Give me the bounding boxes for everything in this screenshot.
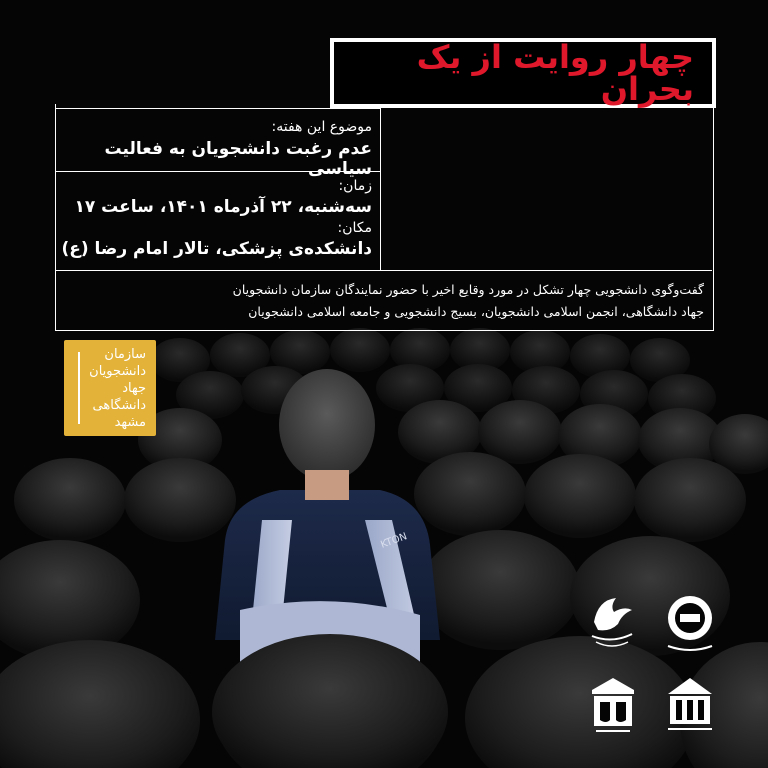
description-line-1: گفت‌وگوی دانشجویی چهار تشکل در مورد وقایع اخیر با حضور نمایندگان سازمان دانشجویان [232,282,704,297]
logo-line-1: سازمان [104,347,146,362]
topic-box [55,108,381,179]
logo-line-3: جهاد [122,381,146,396]
time-label: زمان: [338,178,372,194]
logo-bar [78,352,80,424]
logo-line-2: دانشجویان [89,364,146,379]
topic-label: موضوع این هفته: [271,119,372,135]
organizer-logo [64,340,156,436]
topic-value: عدم رغبت دانشجویان به فعالیت سیاسی [104,139,372,179]
description-box [55,270,712,331]
shirt-print: KTON [379,531,409,551]
poster-title: چهار روایت از یک بحران [416,38,694,108]
title-box [330,38,716,108]
schedule-box [55,170,381,271]
basij-logo [588,592,636,654]
description-line-2: جهاد دانشگاهی، انجمن اسلامی دانشجویان، بسیج دانشجویی و جامعه اسلامی دانشجویان [248,304,704,319]
place-value: دانشکده‌ی پزشکی، تالار امام رضا (ع) [61,239,372,259]
time-value: سه‌شنبه، ۲۲ آذرماه ۱۴۰۱، ساعت ۱۷ [74,197,372,217]
islamic-society-logo [590,676,636,738]
islamic-community-logo [664,676,716,738]
logo-line-5: مشهد [114,415,146,430]
logo-line-4: دانشگاهی [92,398,146,413]
jahad-logo [662,592,718,656]
place-label: مکان: [337,220,372,236]
